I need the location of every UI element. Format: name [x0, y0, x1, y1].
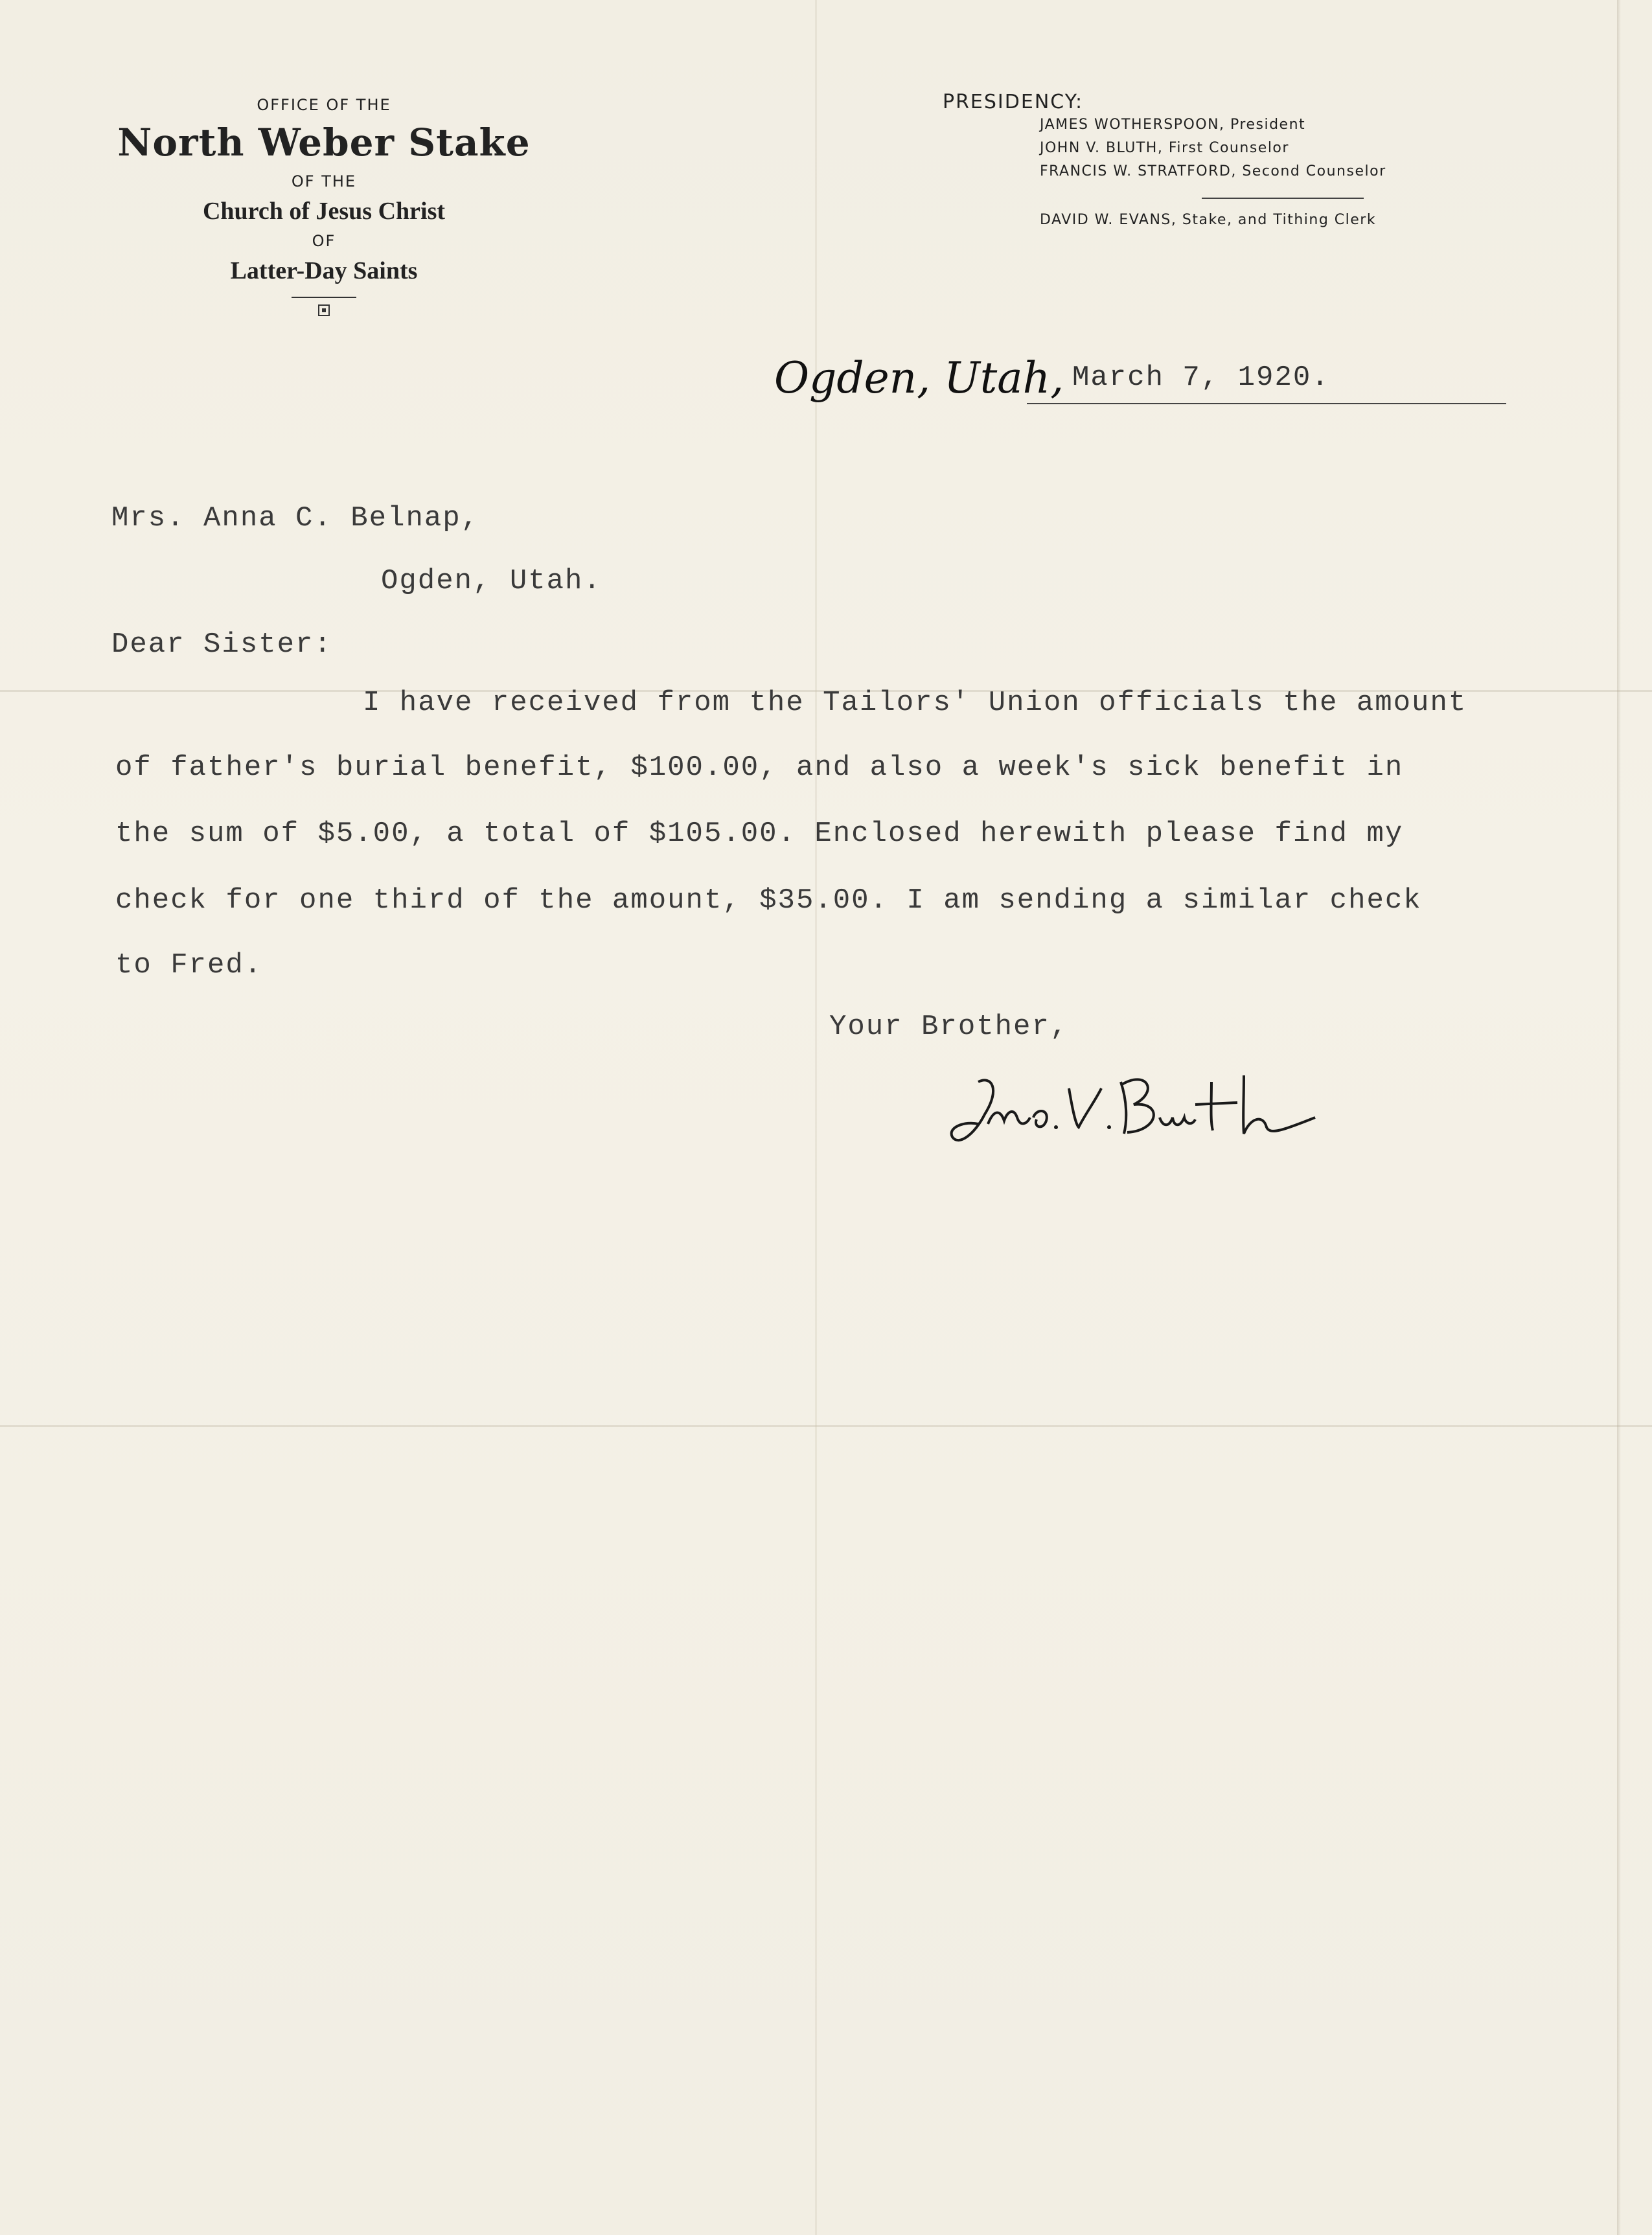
church-line-1: Church of Jesus Christ — [202, 198, 446, 225]
body-line: to Fred. — [115, 949, 263, 981]
recipient-name: Mrs. Anna C. Belnap, — [111, 502, 480, 534]
first-counselor: JOHN V. BLUTH, First Counselor — [1040, 140, 1289, 156]
paper-edge — [1617, 0, 1621, 2235]
closing: Your Brother, — [829, 1011, 1069, 1043]
second-counselor: FRANCIS W. STRATFORD, Second Counselor — [1040, 163, 1386, 179]
of-the: OF THE — [291, 172, 357, 190]
president: JAMES WOTHERSPOON, President — [1040, 117, 1306, 133]
clerk: DAVID W. EVANS, Stake, and Tithing Clerk — [1040, 212, 1377, 228]
office-of-the: OFFICE OF THE — [257, 96, 391, 114]
divider — [292, 297, 356, 298]
salutation: Dear Sister: — [111, 628, 332, 661]
signature — [939, 1062, 1354, 1160]
date: March 7, 1920. — [1072, 361, 1330, 394]
letterhead-right — [943, 91, 1526, 228]
recipient-city: Ogden, Utah. — [381, 565, 602, 597]
stake-name: North Weber Stake — [117, 120, 531, 165]
ornament-icon — [318, 304, 330, 316]
place: Ogden, Utah, — [774, 353, 1064, 403]
body-line: check for one third of the amount, $35.00. I am sending a similar check — [115, 884, 1422, 917]
body-line: the sum of $5.00, a total of $105.00. Enclosed herewith please find my — [115, 818, 1404, 850]
divider — [1202, 198, 1364, 199]
of: OF — [312, 232, 336, 250]
fold-line — [815, 0, 817, 2235]
body-line: I have received from the Tailors' Union officials the amount — [363, 687, 1467, 719]
presidency-label: PRESIDENCY: — [943, 91, 1084, 113]
date-line — [1027, 403, 1506, 404]
letterhead-left — [97, 97, 551, 316]
body-line: of father's burial benefit, $100.00, and also a week's sick benefit in — [115, 751, 1404, 784]
church-line-2: Latter-Day Saints — [230, 257, 418, 284]
fold-line — [0, 1425, 1652, 1427]
